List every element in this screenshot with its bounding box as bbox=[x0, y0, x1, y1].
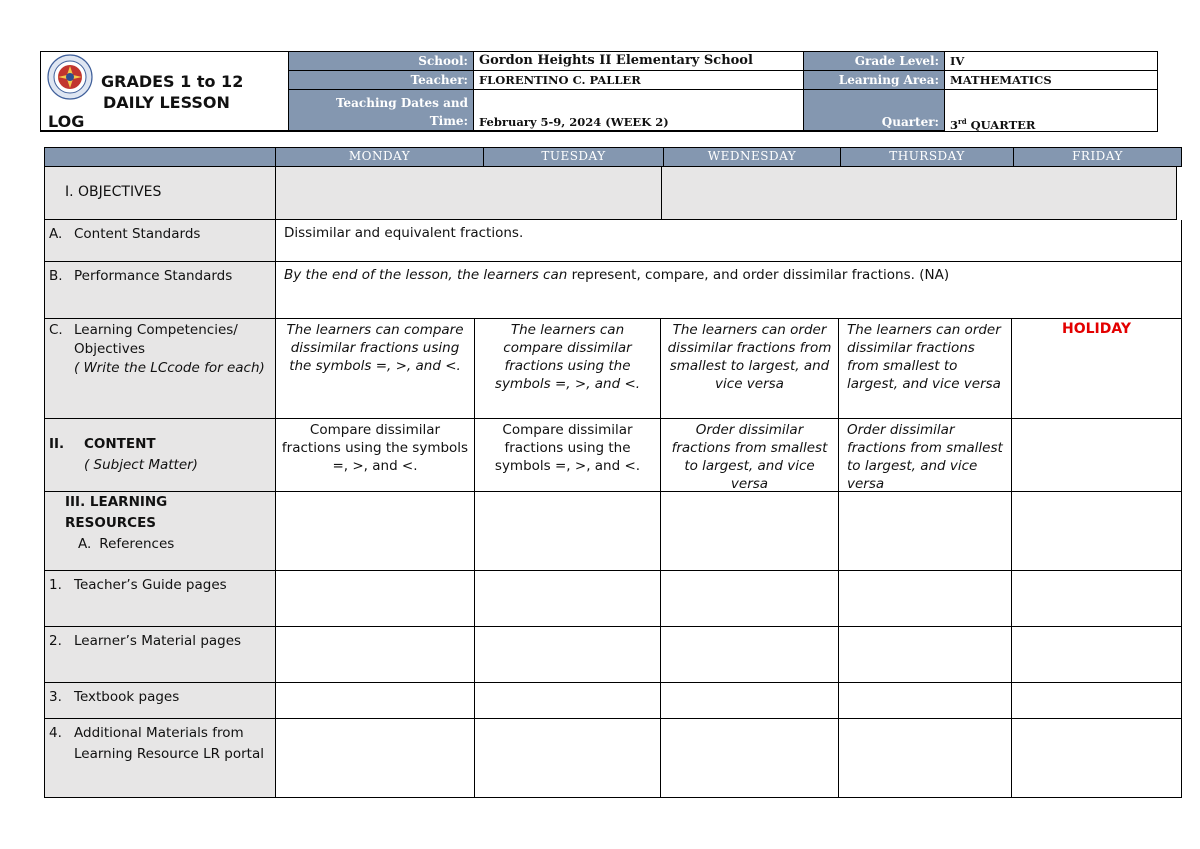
title-line1: GRADES 1 to 12 bbox=[101, 72, 244, 91]
tg-label-text: Teacher’s Guide pages bbox=[74, 577, 227, 593]
lm-wednesday bbox=[661, 627, 839, 683]
header-block bbox=[40, 51, 1158, 132]
area-value: MATHEMATICS bbox=[945, 71, 1157, 90]
lm-monday bbox=[276, 627, 475, 683]
content-note: ( Subject Matter) bbox=[84, 457, 198, 473]
tg-friday bbox=[1012, 571, 1182, 627]
textbook-label bbox=[45, 683, 276, 719]
competencies-label bbox=[45, 319, 276, 419]
tb-num: 3. bbox=[49, 689, 62, 705]
references-label-text: References bbox=[99, 536, 175, 552]
competency-tuesday: The learners can compare dissimilar fractions using the symbols =, >, and <. bbox=[475, 319, 661, 419]
content-standards-label bbox=[45, 220, 276, 262]
performance-label-text: Performance Standards bbox=[74, 268, 233, 284]
content-standards-value: Dissimilar and equivalent fractions. bbox=[276, 220, 1182, 262]
title-line3: LOG bbox=[48, 112, 85, 131]
references-friday bbox=[1012, 492, 1182, 571]
deped-seal-icon bbox=[47, 54, 93, 100]
objectives-cell-left bbox=[276, 167, 662, 220]
quarter-value bbox=[945, 90, 1157, 131]
tb-tuesday bbox=[475, 683, 661, 719]
content-num: II. bbox=[49, 436, 65, 452]
competency-monday: The learners can compare dissimilar fractions using the symbols =, >, and <. bbox=[276, 319, 475, 419]
quarter-label: Quarter: bbox=[804, 90, 945, 131]
tg-thursday bbox=[839, 571, 1012, 627]
am-monday bbox=[276, 719, 475, 798]
lm-label-text: Learner’s Material pages bbox=[74, 633, 242, 649]
am-thursday bbox=[839, 719, 1012, 798]
dates-label bbox=[289, 90, 474, 131]
tb-wednesday bbox=[661, 683, 839, 719]
teachers-guide-label bbox=[45, 571, 276, 627]
day-header-thursday: THURSDAY bbox=[841, 148, 1014, 167]
lm-num: 2. bbox=[49, 633, 62, 649]
grade-value: IV bbox=[945, 52, 1157, 71]
competencies-label-text: Learning Competencies/ Objectives bbox=[74, 322, 238, 357]
content-label-text: CONTENT bbox=[84, 436, 156, 452]
school-label: School: bbox=[289, 52, 474, 71]
competencies-num: C. bbox=[49, 322, 63, 338]
tg-monday bbox=[276, 571, 475, 627]
objectives-text: I. OBJECTIVES bbox=[65, 184, 162, 200]
day-header-monday: MONDAY bbox=[276, 148, 484, 167]
content-monday: Compare dissimilar fractions using the symbols =, >, and <. bbox=[276, 419, 475, 492]
content-standards-label-text: Content Standards bbox=[74, 226, 201, 242]
holiday-label: HOLIDAY bbox=[1012, 319, 1182, 419]
tb-friday bbox=[1012, 683, 1182, 719]
performance-standards-value bbox=[276, 262, 1182, 319]
day-header-blank bbox=[45, 148, 276, 167]
am-friday bbox=[1012, 719, 1182, 798]
quarter-suffix: rd bbox=[958, 117, 967, 126]
references-wednesday bbox=[661, 492, 839, 571]
references-num: A. bbox=[78, 536, 92, 552]
performance-standards-label bbox=[45, 262, 276, 319]
competencies-note: ( Write the LCcode for each) bbox=[74, 360, 265, 376]
tg-wednesday bbox=[661, 571, 839, 627]
title-line2: DAILY LESSON bbox=[103, 93, 230, 112]
references-tuesday bbox=[475, 492, 661, 571]
content-thursday: Order dissimilar fractions from smallest to largest, and vice versa bbox=[839, 419, 1012, 492]
tb-label-text: Textbook pages bbox=[74, 689, 180, 705]
content-label bbox=[45, 419, 276, 492]
dates-value: February 5-9, 2024 (WEEK 2) bbox=[474, 90, 804, 131]
objectives-cell-right bbox=[662, 167, 1177, 220]
quarter-text: QUARTER bbox=[966, 117, 1036, 132]
lm-friday bbox=[1012, 627, 1182, 683]
day-header-tuesday: TUESDAY bbox=[484, 148, 664, 167]
day-header-friday: FRIDAY bbox=[1014, 148, 1182, 167]
references-thursday bbox=[839, 492, 1012, 571]
lesson-table bbox=[44, 147, 1182, 798]
references-monday bbox=[276, 492, 475, 571]
lm-tuesday bbox=[475, 627, 661, 683]
learners-material-label bbox=[45, 627, 276, 683]
dates-label-1: Teaching Dates and bbox=[335, 96, 468, 110]
content-friday bbox=[1012, 419, 1182, 492]
title-cell bbox=[41, 52, 289, 131]
tb-monday bbox=[276, 683, 475, 719]
competency-wednesday: The learners can order dissimilar fractions from smallest to largest, and vice versa bbox=[661, 319, 839, 419]
tg-num: 1. bbox=[49, 577, 62, 593]
day-header-wednesday: WEDNESDAY bbox=[664, 148, 841, 167]
resources-label bbox=[45, 492, 276, 571]
additional-materials-label bbox=[45, 719, 276, 798]
objectives-label bbox=[45, 167, 276, 220]
dates-label-2: Time: bbox=[429, 114, 468, 128]
school-value: Gordon Heights II Elementary School bbox=[474, 52, 804, 71]
competency-thursday: The learners can order dissimilar fractions from smallest to largest, and vice versa bbox=[839, 319, 1012, 419]
content-standards-num: A. bbox=[49, 226, 63, 242]
content-wednesday: Order dissimilar fractions from smallest to largest, and vice versa bbox=[661, 419, 839, 492]
tb-thursday bbox=[839, 683, 1012, 719]
area-label: Learning Area: bbox=[804, 71, 945, 90]
performance-rest: represent, compare, and order dissimilar fractions. (NA) bbox=[567, 267, 950, 283]
quarter-number: 3 bbox=[950, 117, 959, 132]
tg-tuesday bbox=[475, 571, 661, 627]
performance-num: B. bbox=[49, 268, 63, 284]
grade-label: Grade Level: bbox=[804, 52, 945, 71]
resources-label-text: III. LEARNING RESOURCES bbox=[65, 494, 168, 531]
teacher-value: FLORENTINO C. PALLER bbox=[474, 71, 804, 90]
teacher-label: Teacher: bbox=[289, 71, 474, 90]
references-row bbox=[65, 534, 271, 555]
am-num: 4. bbox=[49, 725, 62, 741]
lm-thursday bbox=[839, 627, 1012, 683]
am-wednesday bbox=[661, 719, 839, 798]
am-label-text: Additional Materials from Learning Resource LR portal bbox=[74, 725, 264, 762]
performance-italic: By the end of the lesson, the learners can bbox=[284, 267, 568, 283]
am-tuesday bbox=[475, 719, 661, 798]
content-tuesday: Compare dissimilar fractions using the symbols =, >, and <. bbox=[475, 419, 661, 492]
